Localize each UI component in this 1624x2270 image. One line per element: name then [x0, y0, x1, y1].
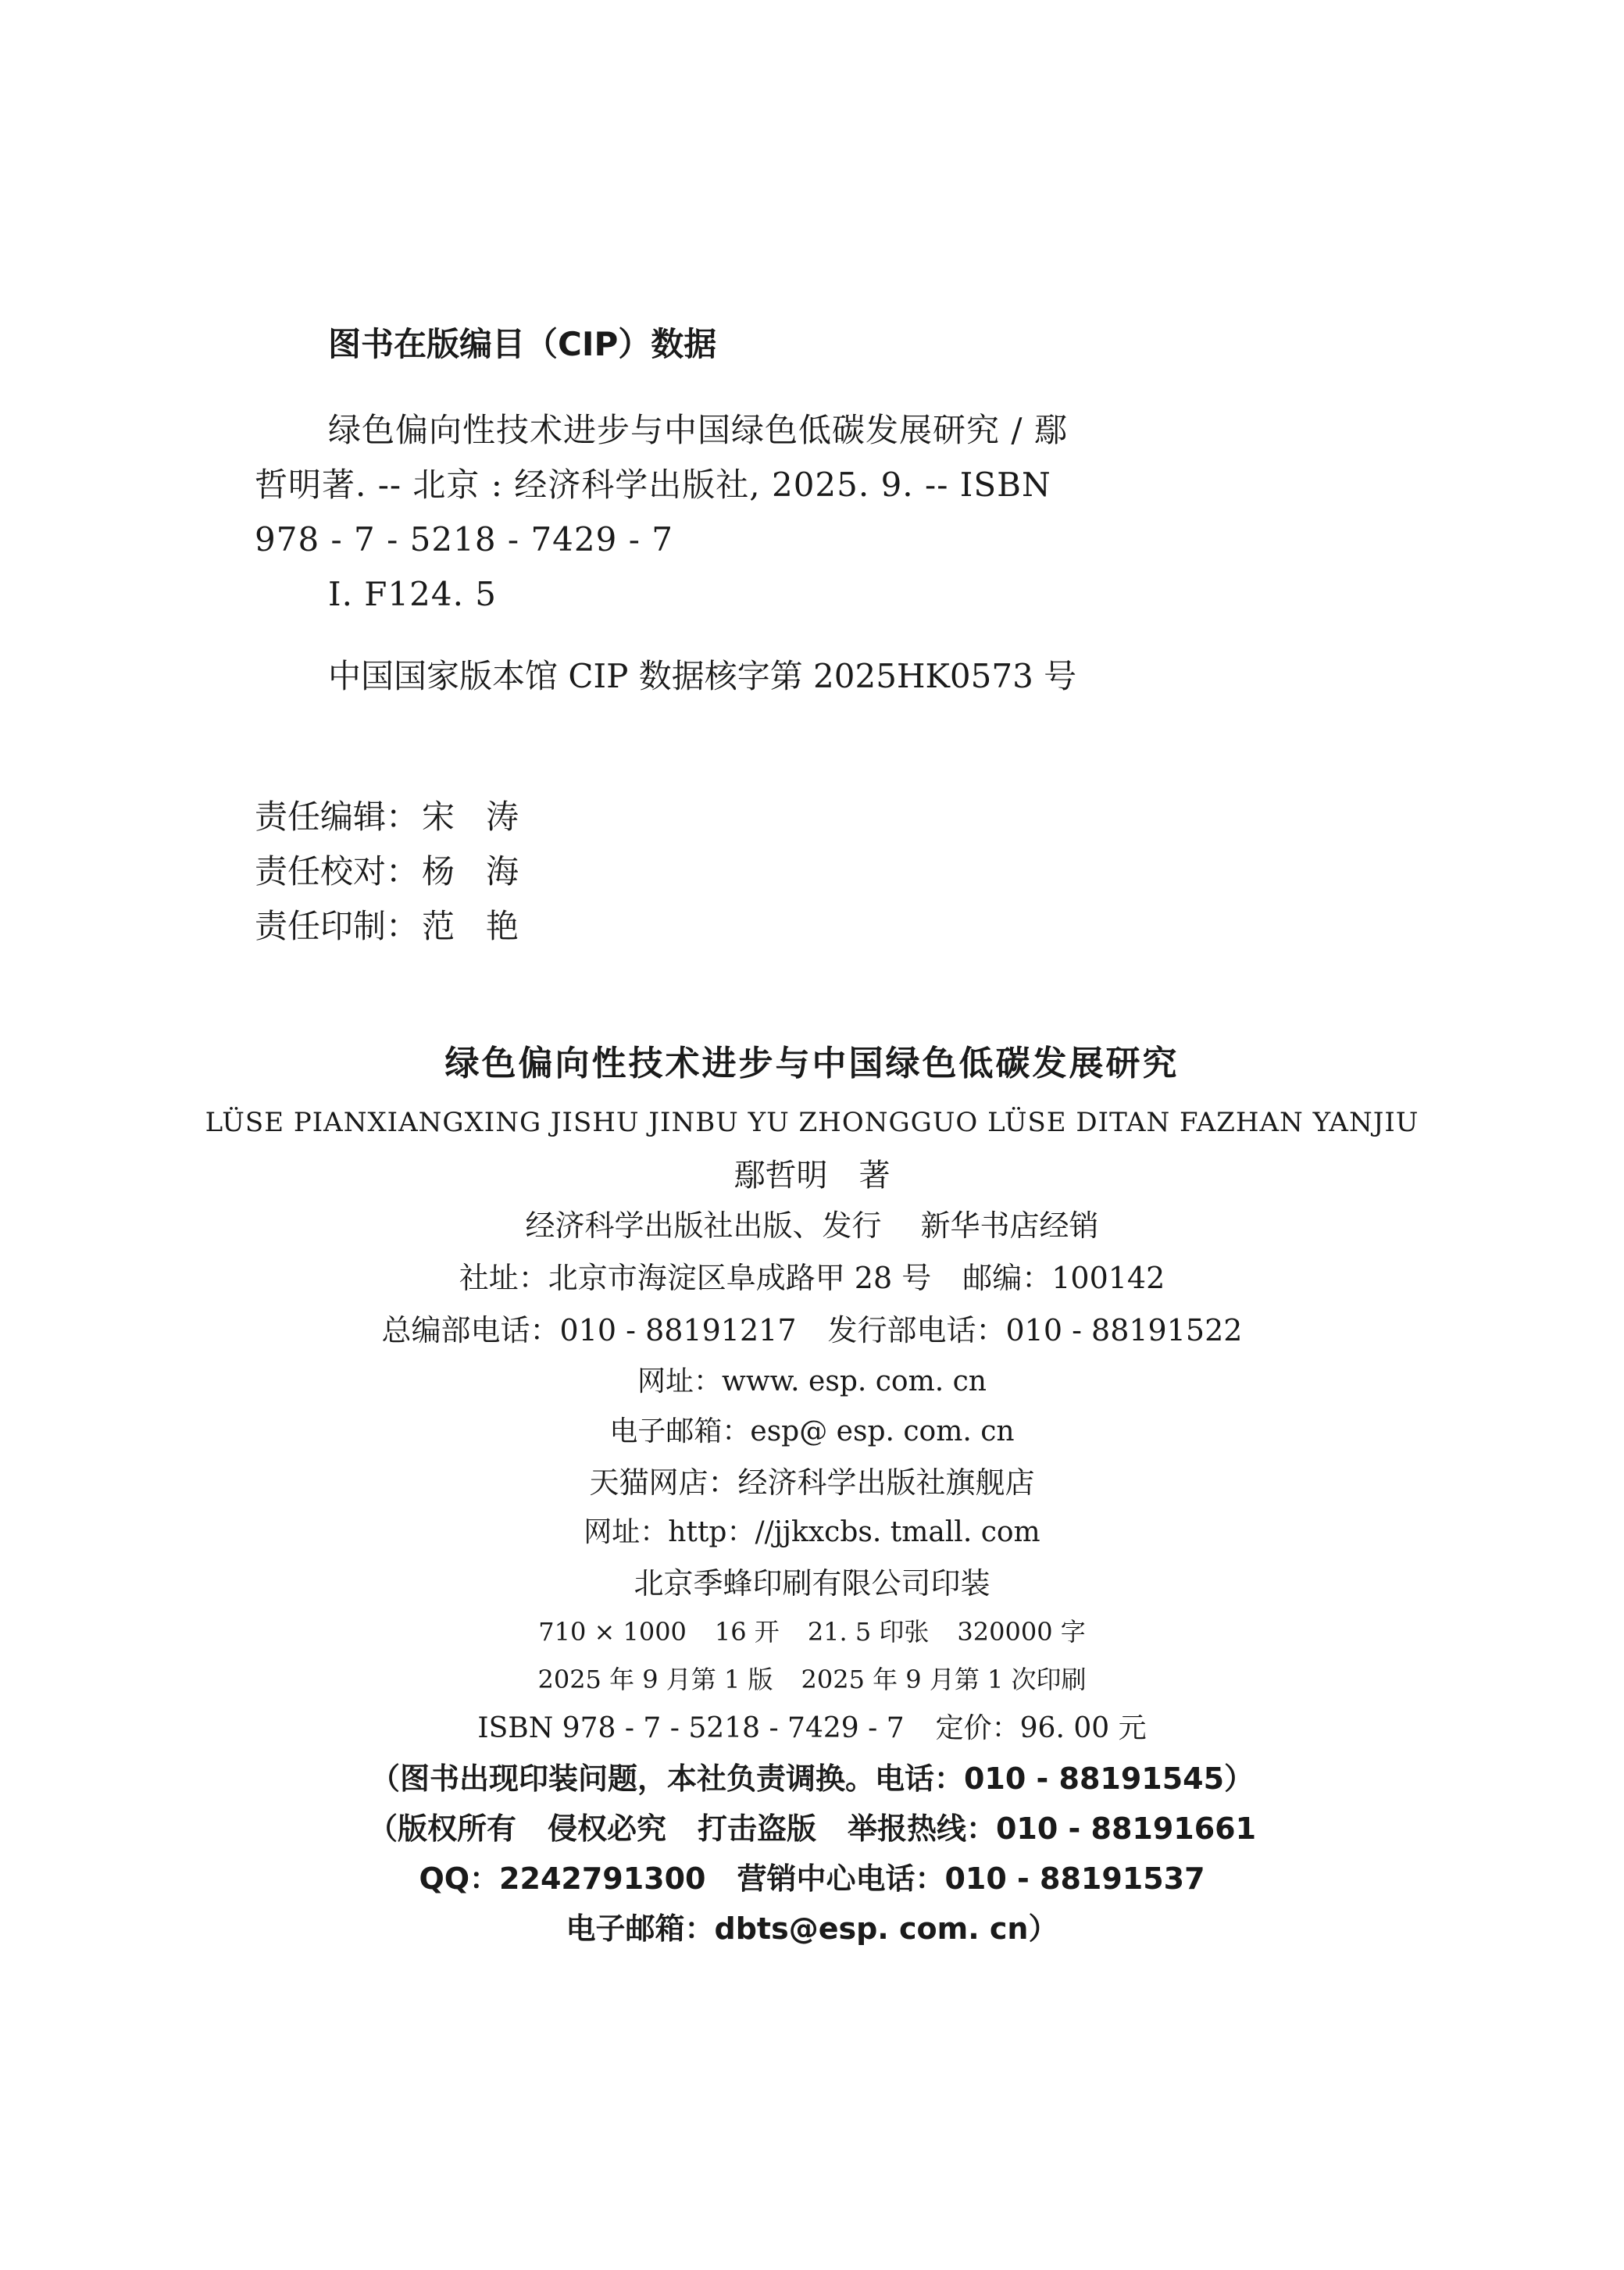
- publisher-line: [0, 1208, 1624, 1243]
- staff-role: 责任编辑：: [255, 798, 419, 836]
- edition: 2025 年 9 月第 1 版: [537, 1665, 773, 1694]
- staff-role: 责任校对：: [255, 852, 419, 891]
- book-spec-line: [0, 1617, 1624, 1647]
- telephone-line: [0, 1315, 1624, 1345]
- printer: 北京季蜂印刷有限公司印装: [634, 1566, 990, 1601]
- address: 社址：北京市海淀区阜成路甲 28 号: [459, 1261, 932, 1295]
- staff-proofreader: [255, 852, 551, 891]
- website: 网址：www. esp. com. cn: [637, 1365, 987, 1397]
- staff-person: 宋涛: [422, 798, 551, 836]
- copyright-notice: [0, 1811, 1624, 1846]
- cip-heading: 图书在版编目（CIP）数据: [328, 325, 717, 363]
- staff-editor: [255, 798, 551, 836]
- cip-entry-line-2: 哲明著. -- 北京 : 经济科学出版社, 2025. 9. -- ISBN: [255, 466, 1051, 504]
- tmall-url: 网址：http：//jjkxcbs. tmall. com: [584, 1516, 1040, 1548]
- author-line: [0, 1158, 1624, 1194]
- email: 电子邮箱：esp@ esp. com. cn: [609, 1415, 1015, 1447]
- cip-verification-number: 中国国家版本馆 CIP 数据核字第 2025HK0573 号: [328, 657, 1077, 695]
- qq-number: QQ：2242791300: [419, 1861, 706, 1896]
- spec-format: 710 × 1000: [538, 1617, 687, 1647]
- isbn-price-line: [0, 1712, 1624, 1744]
- edition-line: [0, 1667, 1624, 1692]
- postcode: 邮编：100142: [962, 1261, 1165, 1295]
- isbn: ISBN 978 - 7 - 5218 - 7429 - 7: [477, 1712, 905, 1744]
- contact-notice: [0, 1861, 1624, 1896]
- staff-person: 范艳: [422, 907, 551, 945]
- staff-person: 杨海: [422, 852, 551, 891]
- author-role: 著: [858, 1158, 891, 1194]
- anti-piracy-notice: 打击盗版: [697, 1811, 816, 1846]
- quality-notice: （图书出现印装问题，本社负责调换。电话：010 - 88191545）: [369, 1761, 1255, 1796]
- copyright-reserved: （版权所有: [367, 1811, 516, 1846]
- price: 定价：96. 00 元: [935, 1712, 1147, 1744]
- author-name: 鄢哲明: [733, 1158, 828, 1194]
- report-hotline: 举报热线：010 - 88191661: [847, 1811, 1257, 1846]
- book-title-pinyin: LÜSE PIANXIANGXING JISHU JINBU YU ZHONGGUO LÜSE DITAN FAZHAN YANJIU: [205, 1107, 1419, 1138]
- publisher: 经济科学出版社出版、发行: [525, 1208, 882, 1243]
- infringement-notice: 侵权必究: [547, 1811, 666, 1846]
- cip-classification: Ⅰ. F124. 5: [328, 575, 498, 613]
- address-line: [0, 1263, 1624, 1293]
- tmall-store: 天猫网店：经济科学出版社旗舰店: [589, 1465, 1035, 1500]
- spec-words: 320000 字: [957, 1617, 1086, 1647]
- marketing-tel: 营销中心电话：010 - 88191537: [737, 1861, 1205, 1896]
- sales-tel: 发行部电话：010 - 88191522: [827, 1313, 1243, 1347]
- spec-sheets: 21. 5 印张: [807, 1617, 930, 1647]
- distributor: 新华书店经销: [920, 1208, 1099, 1243]
- printing: 2025 年 9 月第 1 次印刷: [801, 1665, 1087, 1694]
- cip-entry-line-3: 978 - 7 - 5218 - 7429 - 7: [255, 520, 673, 559]
- spec-size: 16 开: [714, 1617, 780, 1647]
- editorial-tel: 总编部电话：010 - 88191217: [381, 1313, 797, 1347]
- complaint-email: 电子邮箱：dbts@esp. com. cn）: [566, 1911, 1058, 1946]
- staff-printing-supervisor: [255, 907, 551, 945]
- cip-entry-line-1: 绿色偏向性技术进步与中国绿色低碳发展研究 / 鄢: [328, 411, 1068, 449]
- book-title: 绿色偏向性技术进步与中国绿色低碳发展研究: [444, 1044, 1180, 1083]
- staff-role: 责任印制：: [255, 907, 419, 945]
